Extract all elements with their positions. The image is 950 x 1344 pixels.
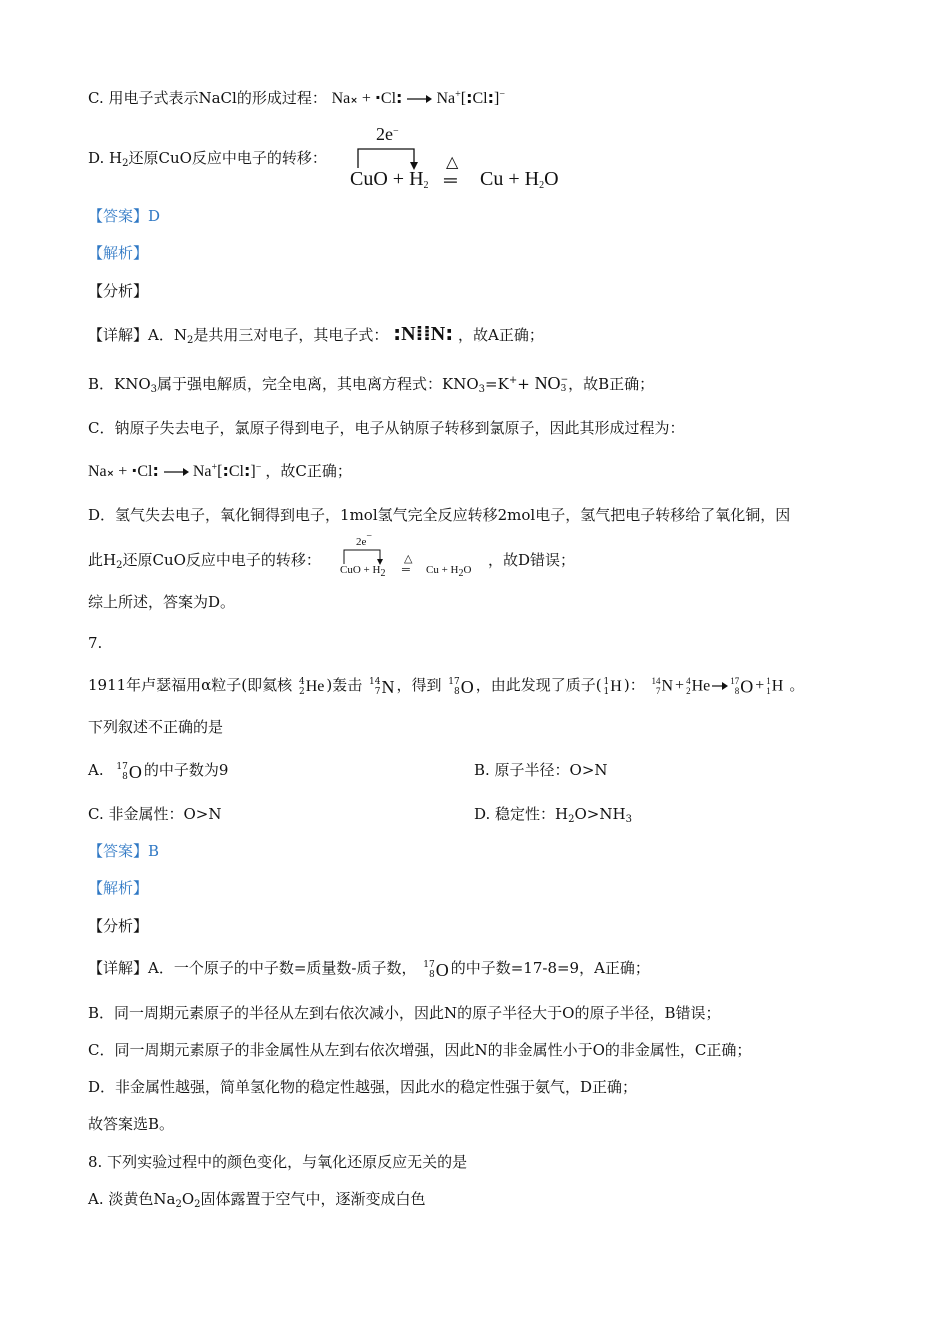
detail-d2-suffix: ，故D错误； (488, 551, 576, 569)
question-8: 8. 下列实验过程中的颜色变化，与氧化还原反应无关的是 (88, 1153, 468, 1171)
option-c-line (88, 88, 505, 111)
nacl-formation: Na× + ·Cl: Na+[:Cl:]− (331, 88, 505, 107)
nuclear-reaction-equation: 14 7 N + 4 2 He 17 8 O + 1 1 H (651, 676, 784, 697)
q7-option-a[interactable]: A. 17 8 O 的中子数为9 (88, 761, 229, 782)
isotope-h1: 1 1 H (603, 676, 622, 697)
fenxi-tag-2: 【分析】 (88, 917, 149, 935)
summary-1: 综上所述，答案为D。 (88, 593, 236, 611)
n2-electron-formula: :N⁞⁞N: (393, 321, 454, 345)
question-7-text: 1911年卢瑟福用α粒子(即氦核 4 2 He )轰击 14 7 N ，得到 17 8 O ，由此发现了质子( 1 1 H )： 14 7 N + 4 2 He 17 8 O + 1 1 H 。 (88, 670, 804, 700)
nacl-formation-2: Na× + ·Cl: Na+[:Cl:]− (88, 461, 262, 480)
detail-7-d: D．非金属性越强，简单氢化物的稳定性越强，因此水的稳定性强于氨气，D正确； (88, 1078, 638, 1096)
isotope-n14: 14 7 N (368, 676, 395, 697)
detail-a: 【详解】A．$N_2$是共用三对电子，其电子式： :N⁞⁞N: ，故A正确； (88, 321, 544, 346)
q7-option-c[interactable]: C. 非金属性：O>N (88, 805, 222, 823)
isotope-o17: 17 8 O (448, 676, 474, 697)
option-d-line: D. $H_2$还原CuO反应中电子的转移： (88, 149, 327, 169)
right-arrow-icon (406, 94, 432, 104)
cuo-h2-transfer-diagram-small: 2e− CuO + $H_2$ △ ═ $Cu + H_2O$ (340, 531, 472, 579)
detail-c2: Na× + ·Cl: Na+[:Cl:]− ，故C正确； (88, 461, 352, 480)
detail-b: B．$KNO_3$属于强电解质，完全电离，其电离方程式：$KNO_3=K^++$ NO − 3 ，故B正确； (88, 373, 655, 395)
option-c-label: C. 用电子式表示NaCl的形成过程： (88, 89, 327, 107)
right-arrow-icon (163, 467, 189, 477)
detail-7-a: 【详解】A．一个原子的中子数=质量数-质子数， 17 8 O 的中子数=17-8=9，A正确； (88, 959, 650, 980)
analysis-tag-1: 【解析】 (88, 244, 149, 262)
q7-option-d[interactable]: D. 稳定性：$H_2O>NH_3$ (474, 805, 632, 825)
detail-7-c: C．同一周期元素原子的非金属性从左到右依次增强，因此N的非金属性小于O的非金属性，C正确； (88, 1041, 752, 1059)
detail-7-b: B．同一周期元素原子的半径从左到右依次减小，因此N的原子半径大于O的原子半径，B错误； (88, 1004, 721, 1022)
fenxi-tag-1: 【分析】 (88, 282, 149, 300)
question-7-number: 7. (88, 634, 103, 652)
cuo-h2-transfer-diagram: 2e− CuO + $H_2$ △ ═ $Cu + H_2O$ (350, 124, 559, 191)
answer-tag-2: 【答案】B (88, 842, 160, 860)
detail-d: D．氢气失去电子，氧化铜得到电子，1mol氢气完全反应转移2mol电子，氢气把电子转移给了氧化铜，因 (88, 506, 791, 524)
detail-d2: 此$H_2$还原CuO反应中电子的转移： (88, 551, 321, 571)
right-arrow-icon (712, 681, 728, 691)
analysis-tag-2: 【解析】 (88, 879, 149, 897)
summary-2: 故答案选B。 (88, 1115, 175, 1133)
detail-c: C．钠原子失去电子，氯原子得到电子，电子从钠原子转移到氯原子，因此其形成过程为： (88, 419, 685, 437)
electron-transfer-arrow-icon (348, 124, 448, 174)
q8-option-a[interactable]: A. 淡黄色$Na_2O_2$固体露置于空气中，逐渐变成白色 (88, 1190, 426, 1210)
answer-tag-1: 【答案】D (88, 207, 161, 225)
isotope-he4: 4 2 He (298, 676, 325, 697)
q7-option-b[interactable]: B. 原子半径：O>N (474, 761, 608, 779)
question-7-prompt: 下列叙述不正确的是 (88, 718, 224, 736)
